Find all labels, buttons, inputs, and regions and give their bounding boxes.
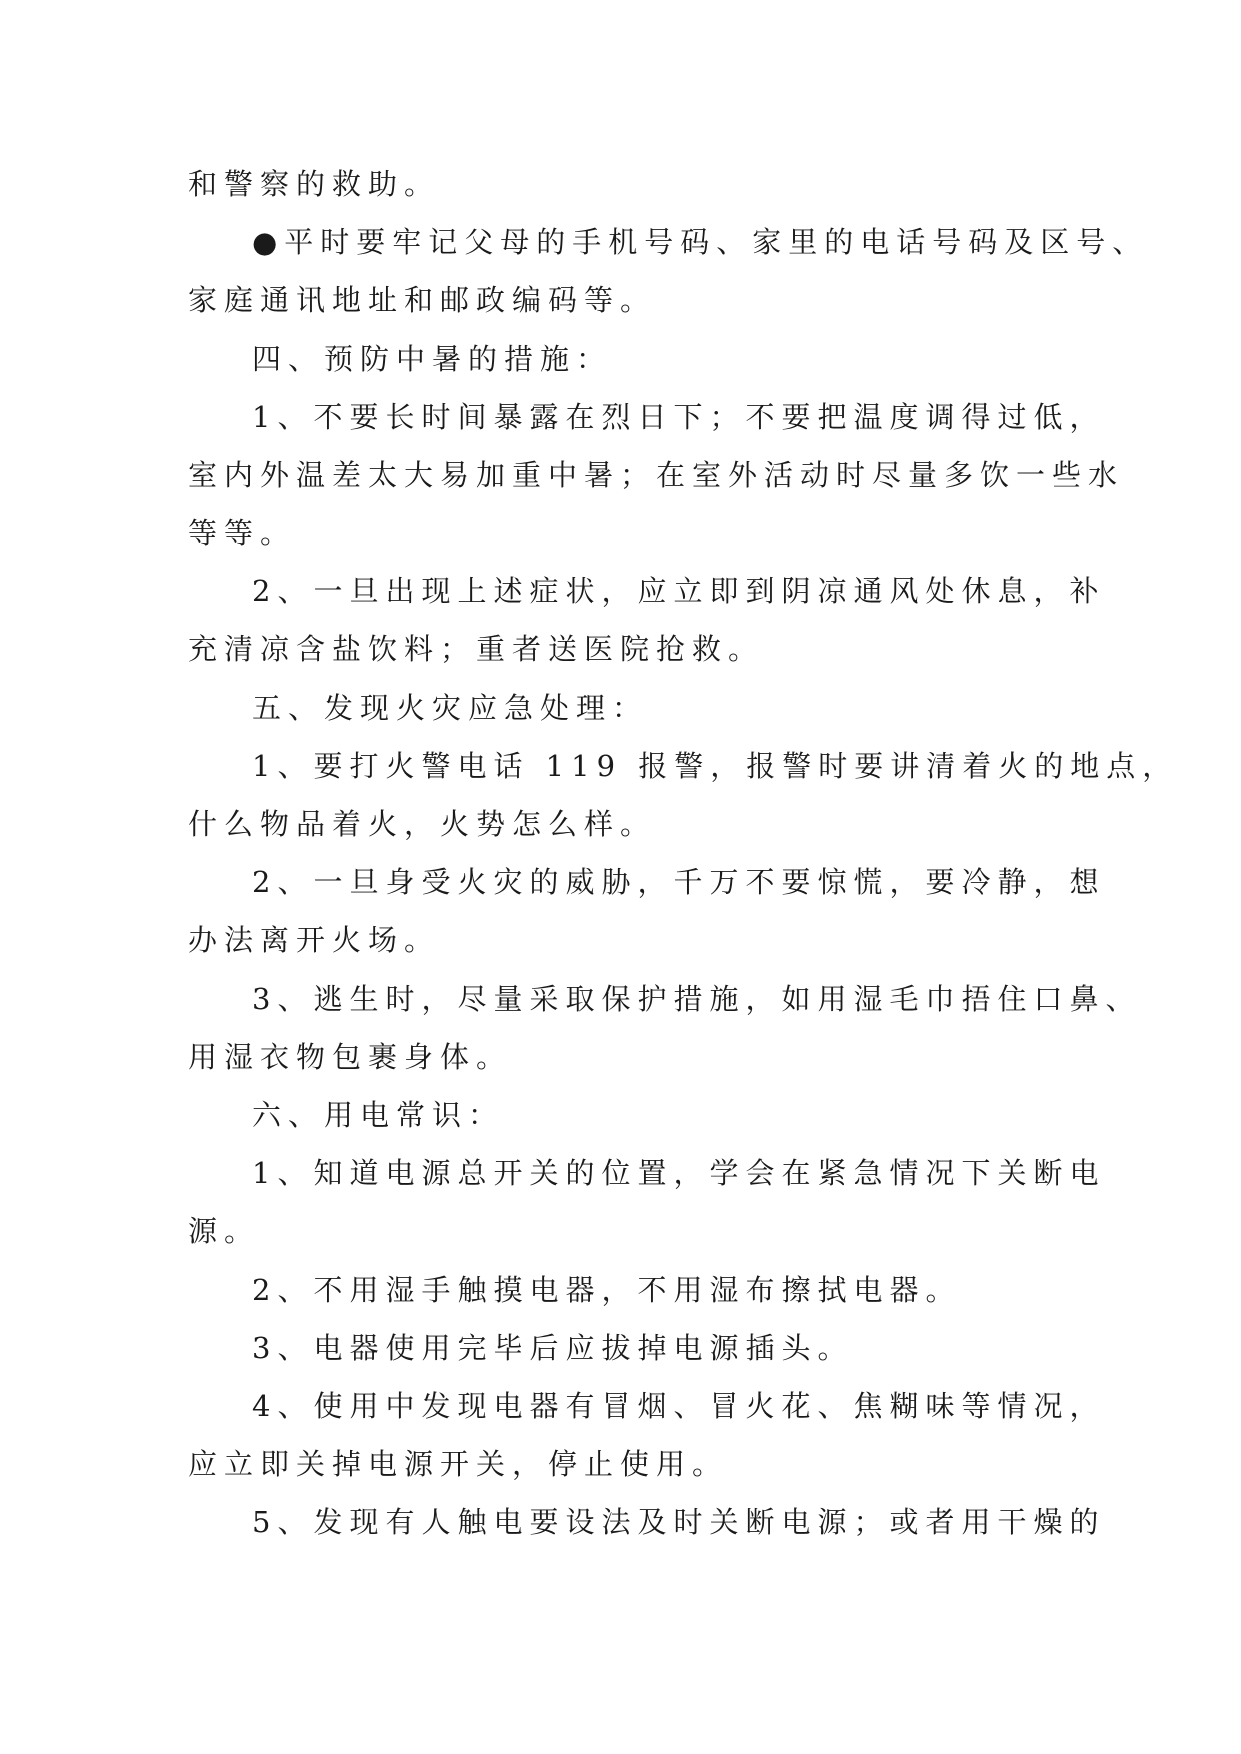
text-line: 室内外温差太大易加重中暑；在室外活动时尽量多饮一些水 xyxy=(188,458,1125,492)
text-line: 应立即关掉电源开关，停止使用。 xyxy=(188,1447,729,1481)
text-line: 办法离开火场。 xyxy=(188,923,441,957)
section-heading: 五、发现火灾应急处理： xyxy=(252,691,649,725)
text-line: 源。 xyxy=(188,1214,261,1248)
text-line: 等等。 xyxy=(188,516,297,550)
text-line: ●平时要牢记父母的手机号码、家里的电话号码及区号、 xyxy=(252,225,1149,259)
text-line: 3、逃生时，尽量采取保护措施，如用湿毛巾捂住口鼻、 xyxy=(252,982,1142,1016)
text-line: 5、发现有人触电要设法及时关断电源；或者用干燥的 xyxy=(252,1505,1106,1539)
section-heading: 六、用电常识： xyxy=(252,1098,505,1132)
text-line: 家庭通讯地址和邮政编码等。 xyxy=(188,283,657,317)
text-line: 2、一旦出现上述症状，应立即到阴凉通风处休息，补 xyxy=(252,574,1106,608)
text-line: 2、不用湿手触摸电器，不用湿布擦拭电器。 xyxy=(252,1273,962,1307)
section-heading: 四、预防中暑的措施： xyxy=(252,342,613,376)
text-line: 和警察的救助。 xyxy=(188,167,441,201)
text-line: 充清凉含盐饮料；重者送医院抢救。 xyxy=(188,632,765,666)
text-line: 1、要打火警电话 119 报警，报警时要讲清着火的地点， xyxy=(252,749,1179,783)
text-line: 3、电器使用完毕后应拔掉电源插头。 xyxy=(252,1331,854,1365)
text-line: 用湿衣物包裹身体。 xyxy=(188,1040,513,1074)
text-line: 1、不要长时间暴露在烈日下；不要把温度调得过低， xyxy=(252,400,1106,434)
text-line: 什么物品着火，火势怎么样。 xyxy=(188,807,657,841)
text-line: 4、使用中发现电器有冒烟、冒火花、焦糊味等情况， xyxy=(252,1389,1106,1423)
text-line: 2、一旦身受火灾的威胁，千万不要惊慌，要冷静，想 xyxy=(252,865,1106,899)
text-line: 1、知道电源总开关的位置，学会在紧急情况下关断电 xyxy=(252,1156,1106,1190)
